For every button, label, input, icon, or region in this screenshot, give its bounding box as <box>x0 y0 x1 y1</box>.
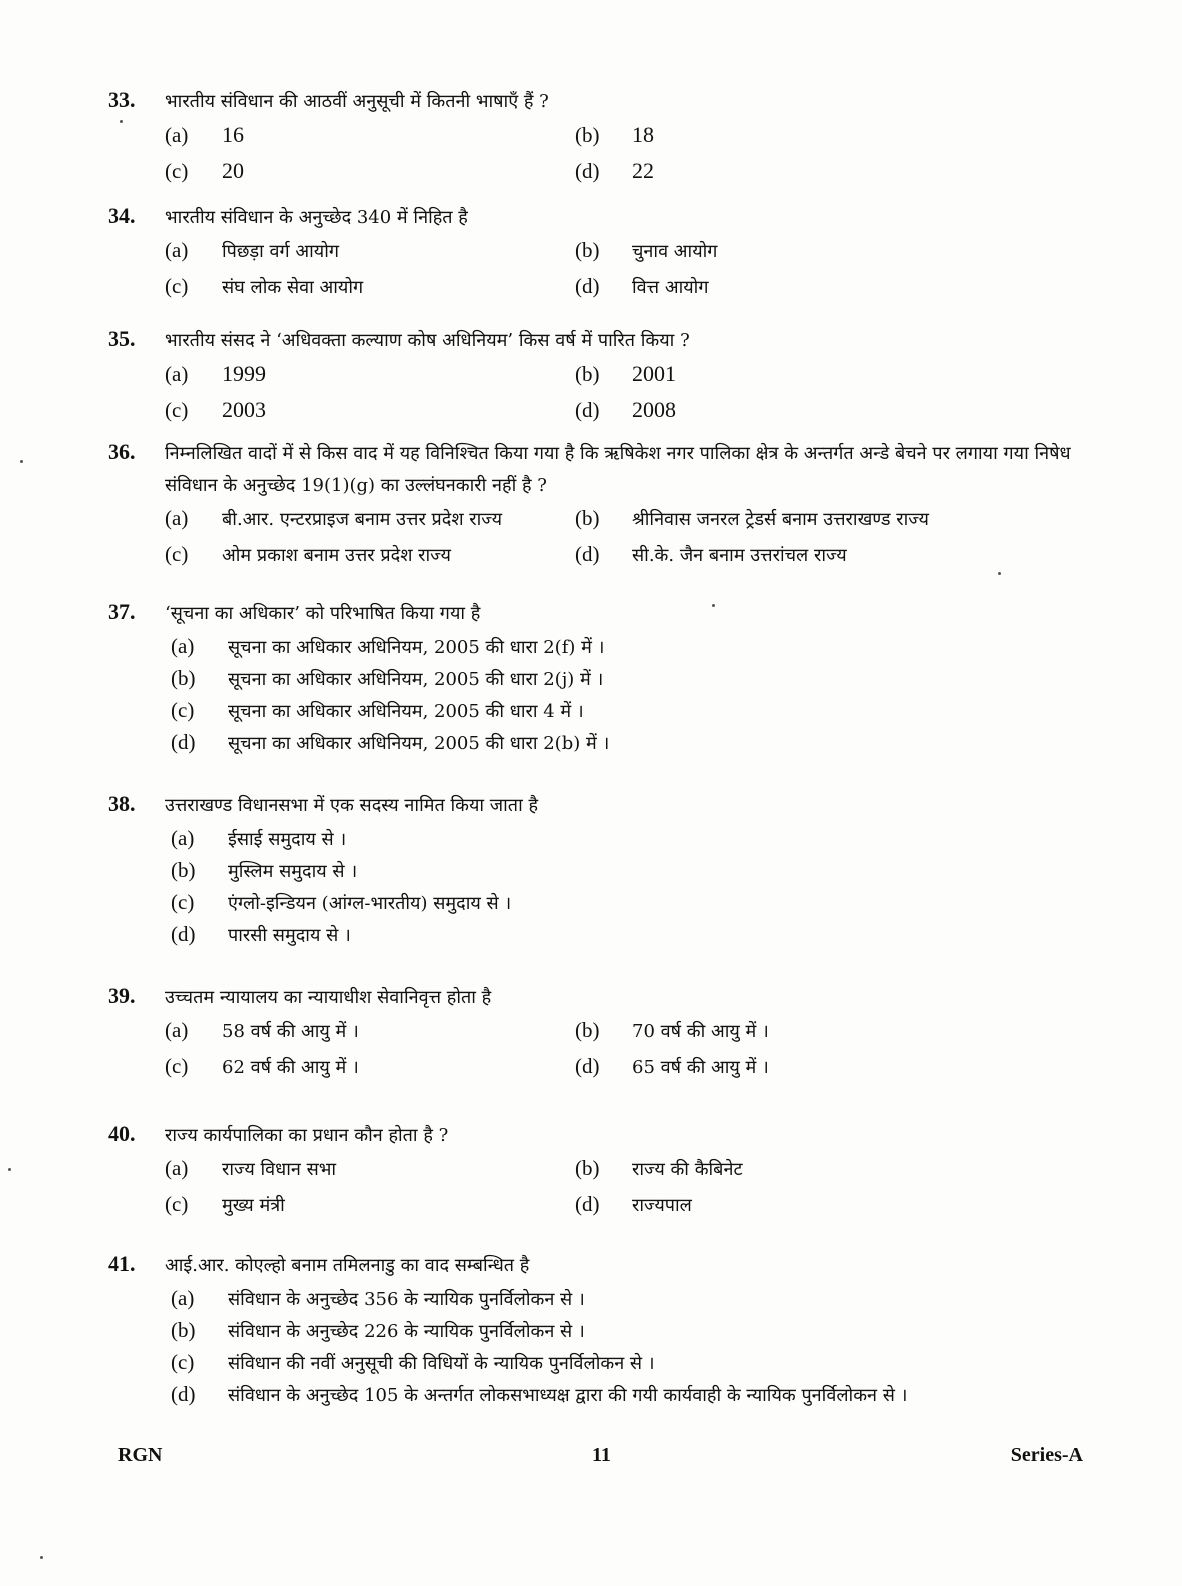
option-text: 20 <box>222 158 244 183</box>
scan-speck <box>998 572 1001 575</box>
option-label: (c) <box>165 1054 189 1078</box>
question-number: 39. <box>108 983 136 1008</box>
paper-code: RGN <box>118 1444 163 1466</box>
option-text: बी.आर. एन्टरप्राइज बनाम उत्तर प्रदेश राज्य <box>222 509 503 530</box>
option-text: सूचना का अधिकार अधिनियम, 2005 की धारा 2(j) में । <box>228 669 604 690</box>
option-b <box>575 238 995 270</box>
option-c <box>165 1192 575 1224</box>
option-text: 2001 <box>632 361 676 386</box>
option-text: सूचना का अधिकार अधिनियम, 2005 की धारा 2(b) में । <box>228 733 610 754</box>
option-d <box>171 922 1088 954</box>
question-number: 35. <box>108 326 136 351</box>
option-d <box>575 158 995 190</box>
option-d <box>575 397 995 429</box>
option-label: (a) <box>171 826 195 850</box>
option-label: (b) <box>575 123 600 147</box>
option-a <box>171 826 1088 858</box>
option-a <box>165 361 575 393</box>
option-label: (c) <box>171 1350 195 1374</box>
option-label: (c) <box>165 159 189 183</box>
option-d <box>171 730 1088 762</box>
option-d <box>575 274 995 306</box>
option-text: पिछड़ा वर्ग आयोग <box>222 241 340 262</box>
option-text: 62 वर्ष की आयु में । <box>222 1057 359 1078</box>
question-number: 36. <box>108 439 136 464</box>
option-a <box>171 634 1088 666</box>
option-a <box>171 1286 1088 1318</box>
scan-speck <box>40 1556 43 1559</box>
option-b <box>171 666 1088 698</box>
question-number: 34. <box>108 203 136 228</box>
page-number: 11 <box>592 1444 611 1466</box>
option-label: (b) <box>575 1156 600 1180</box>
option-d <box>575 1054 995 1086</box>
option-label: (c) <box>165 542 189 566</box>
option-label: (a) <box>165 1156 189 1180</box>
option-c <box>165 158 575 190</box>
question-41 <box>108 1250 1088 1414</box>
option-b <box>575 122 995 154</box>
option-label: (a) <box>165 506 189 530</box>
scan-speck <box>120 120 123 123</box>
option-label: (d) <box>171 730 196 754</box>
option-text: संविधान के अनुच्छेद 356 के न्यायिक पुनर्विलोकन से । <box>228 1289 585 1310</box>
option-label: (d) <box>575 274 600 298</box>
question-text: राज्य कार्यपालिका का प्रधान कौन होता है ? <box>165 1125 449 1146</box>
option-label: (b) <box>575 1018 600 1042</box>
option-c <box>171 1350 1088 1382</box>
option-text: एंग्लो-इन्डियन (आंग्ल-भारतीय) समुदाय से । <box>228 893 512 914</box>
option-text: ओम प्रकाश बनाम उत्तर प्रदेश राज्य <box>222 545 451 566</box>
page-footer <box>118 1444 1083 1474</box>
question-text: आई.आर. कोएल्हो बनाम तमिलनाडु का वाद सम्बन्धित है <box>165 1255 530 1276</box>
option-text: पारसी समुदाय से । <box>228 925 351 946</box>
option-label: (b) <box>575 362 600 386</box>
option-c <box>165 542 575 574</box>
option-d <box>171 1382 1088 1414</box>
option-a <box>165 122 575 154</box>
question-text: निम्नलिखित वादों में से किस वाद में यह विनिश्चित किया गया है कि ऋषिकेश नगर पालिका क्षेत्र के अन्तर्गत अन्डे बेचने पर लगाया गया निषेध संविधान के अनुच्छेद 19(1)(g) का उल्लंघनकारी नहीं है ? <box>165 443 1071 496</box>
option-a <box>165 1018 575 1050</box>
option-c <box>165 1054 575 1086</box>
option-label: (c) <box>165 398 189 422</box>
option-text: चुनाव आयोग <box>632 241 718 262</box>
option-label: (d) <box>575 1192 600 1216</box>
option-label: (b) <box>171 858 196 882</box>
question-number: 41. <box>108 1251 136 1276</box>
question-39 <box>108 982 1088 1086</box>
scan-speck <box>8 1168 11 1171</box>
option-d <box>575 1192 995 1224</box>
option-label: (b) <box>575 506 600 530</box>
option-label: (b) <box>171 666 196 690</box>
option-b <box>575 1156 995 1188</box>
option-label: (d) <box>575 159 600 183</box>
question-38 <box>108 790 1088 954</box>
option-c <box>171 890 1088 922</box>
option-b <box>171 858 1088 890</box>
option-a <box>165 1156 575 1188</box>
option-text: राज्य विधान सभा <box>222 1159 337 1180</box>
question-40 <box>108 1120 1088 1224</box>
option-label: (a) <box>171 1286 195 1310</box>
option-text: 18 <box>632 122 654 147</box>
question-text: उच्चतम न्यायालय का न्यायाधीश सेवानिवृत्त होता है <box>165 987 492 1008</box>
question-number: 37. <box>108 599 136 624</box>
option-label: (c) <box>165 1192 189 1216</box>
option-text: 70 वर्ष की आयु में । <box>632 1021 769 1042</box>
option-label: (b) <box>171 1318 196 1342</box>
question-text: ‘सूचना का अधिकार’ को परिभाषित किया गया है <box>165 603 481 624</box>
option-label: (d) <box>171 922 196 946</box>
option-label: (d) <box>171 1382 196 1406</box>
option-text: संविधान के अनुच्छेद 226 के न्यायिक पुनर्विलोकन से । <box>228 1321 585 1342</box>
option-text: मुस्लिम समुदाय से । <box>228 861 358 882</box>
option-text: 1999 <box>222 361 266 386</box>
option-b <box>575 361 995 393</box>
option-d <box>575 542 1045 574</box>
option-label: (a) <box>165 123 189 147</box>
option-c <box>165 274 575 306</box>
option-text: 22 <box>632 158 654 183</box>
option-a <box>165 506 575 538</box>
option-label: (a) <box>165 362 189 386</box>
option-text: 58 वर्ष की आयु में । <box>222 1021 359 1042</box>
option-label: (a) <box>165 238 189 262</box>
option-b <box>171 1318 1088 1350</box>
question-number: 40. <box>108 1121 136 1146</box>
question-33 <box>108 86 1088 190</box>
option-text: संविधान की नवीं अनुसूची की विधियों के न्यायिक पुनर्विलोकन से । <box>228 1353 655 1374</box>
option-text: सूचना का अधिकार अधिनियम, 2005 की धारा 2(f) में । <box>228 637 605 658</box>
option-label: (d) <box>575 398 600 422</box>
option-label: (c) <box>171 890 195 914</box>
option-text: 16 <box>222 122 244 147</box>
series-label: Series-A <box>1010 1444 1083 1466</box>
option-label: (a) <box>165 1018 189 1042</box>
question-text: उत्तराखण्ड विधानसभा में एक सदस्य नामित किया जाता है <box>165 795 539 816</box>
scan-speck <box>712 604 715 607</box>
option-text: वित्त आयोग <box>632 277 709 298</box>
option-text: श्रीनिवास जनरल ट्रेडर्स बनाम उत्तराखण्ड राज्य <box>632 509 929 530</box>
option-text: सी.के. जैन बनाम उत्तरांचल राज्य <box>632 545 847 566</box>
question-34 <box>108 202 1088 306</box>
option-label: (a) <box>171 634 195 658</box>
option-label: (b) <box>575 238 600 262</box>
question-text: भारतीय संसद ने ‘अधिवक्ता कल्याण कोष अधिनियम’ किस वर्ष में पारित किया ? <box>165 330 690 351</box>
question-text: भारतीय संविधान की आठवीं अनुसूची में कितनी भाषाएँ हैं ? <box>165 91 549 112</box>
option-label: (c) <box>171 698 195 722</box>
option-label: (d) <box>575 1054 600 1078</box>
option-c <box>165 397 575 429</box>
option-label: (c) <box>165 274 189 298</box>
question-text: भारतीय संविधान के अनुच्छेद 340 में निहित है <box>165 207 468 228</box>
question-37 <box>108 598 1088 762</box>
option-a <box>165 238 575 270</box>
option-b <box>575 1018 995 1050</box>
option-text: 65 वर्ष की आयु में । <box>632 1057 769 1078</box>
question-number: 38. <box>108 791 136 816</box>
question-35 <box>108 325 1088 429</box>
option-text: राज्यपाल <box>632 1195 692 1216</box>
question-36 <box>108 438 1088 574</box>
option-text: संघ लोक सेवा आयोग <box>222 277 364 298</box>
option-text: ईसाई समुदाय से । <box>228 829 347 850</box>
option-text: 2008 <box>632 397 676 422</box>
question-number: 33. <box>108 87 136 112</box>
option-text: मुख्य मंत्री <box>222 1195 285 1216</box>
option-label: (d) <box>575 542 600 566</box>
option-text: 2003 <box>222 397 266 422</box>
option-c <box>171 698 1088 730</box>
option-text: राज्य की कैबिनेट <box>632 1159 743 1180</box>
option-text: संविधान के अनुच्छेद 105 के अन्तर्गत लोकसभाध्यक्ष द्वारा की गयी कार्यवाही के न्यायिक पुनर्विलोकन से । <box>228 1385 908 1406</box>
option-text: सूचना का अधिकार अधिनियम, 2005 की धारा 4 में । <box>228 701 584 722</box>
option-b <box>575 506 1045 538</box>
scan-speck <box>20 460 23 463</box>
